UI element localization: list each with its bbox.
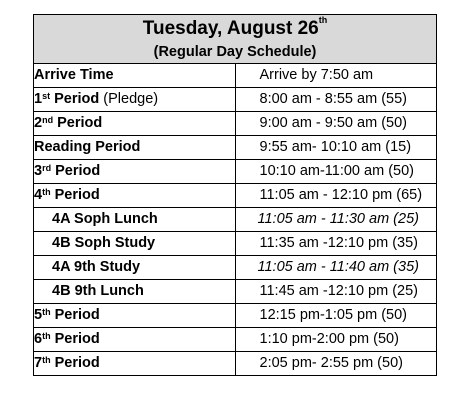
table-row [34, 208, 437, 232]
row-label: 1st Period (Pledge) [34, 88, 236, 112]
row-time: 11:35 am -12:10 pm (35) [235, 232, 437, 256]
row-time: 11:05 am - 11:30 am (25) [235, 208, 437, 232]
schedule-header [34, 15, 437, 64]
row-time: 11:45 am -12:10 pm (25) [235, 280, 437, 304]
table-row [34, 112, 437, 136]
row-time: 2:05 pm- 2:55 pm (50) [235, 352, 437, 376]
table-row [34, 232, 437, 256]
row-time: 11:05 am - 12:10 pm (65) [235, 184, 437, 208]
header-cell [34, 15, 437, 64]
table-row [34, 88, 437, 112]
row-label: 5th Period [34, 304, 236, 328]
row-label: Arrive Time [34, 64, 236, 88]
schedule-subtitle: (Regular Day Schedule) [153, 44, 317, 60]
row-time: 9:00 am - 9:50 am (50) [235, 112, 437, 136]
row-label: 4A 9th Study [34, 256, 236, 280]
row-time: 1:10 pm-2:00 pm (50) [235, 328, 437, 352]
row-label: 2nd Period [34, 112, 236, 136]
table-row [34, 304, 437, 328]
row-time: 9:55 am- 10:10 am (15) [235, 136, 437, 160]
title-suffix: th [318, 15, 328, 25]
row-label: 3rd Period [34, 160, 236, 184]
row-label: 4th Period [34, 184, 236, 208]
row-time: 10:10 am-11:00 am (50) [235, 160, 437, 184]
row-label: 4B 9th Lunch [34, 280, 236, 304]
table-row [34, 328, 437, 352]
title-text: Tuesday, August 26 [142, 18, 319, 39]
row-note: (Pledge) [99, 91, 159, 107]
row-label: Reading Period [34, 136, 236, 160]
row-time: 8:00 am - 8:55 am (55) [235, 88, 437, 112]
row-time: 11:05 am - 11:40 am (35) [235, 256, 437, 280]
row-label: 4A Soph Lunch [34, 208, 236, 232]
row-time: Arrive by 7:50 am [235, 64, 437, 88]
schedule-table [33, 14, 437, 376]
table-row [34, 280, 437, 304]
row-label: 4B Soph Study [34, 232, 236, 256]
table-row [34, 184, 437, 208]
table-row [34, 64, 437, 88]
table-row [34, 136, 437, 160]
schedule-title [34, 15, 436, 40]
table-row [34, 256, 437, 280]
row-label: 6th Period [34, 328, 236, 352]
table-row [34, 352, 437, 376]
row-label: 7th Period [34, 352, 236, 376]
table-row [34, 160, 437, 184]
row-time: 12:15 pm-1:05 pm (50) [235, 304, 437, 328]
